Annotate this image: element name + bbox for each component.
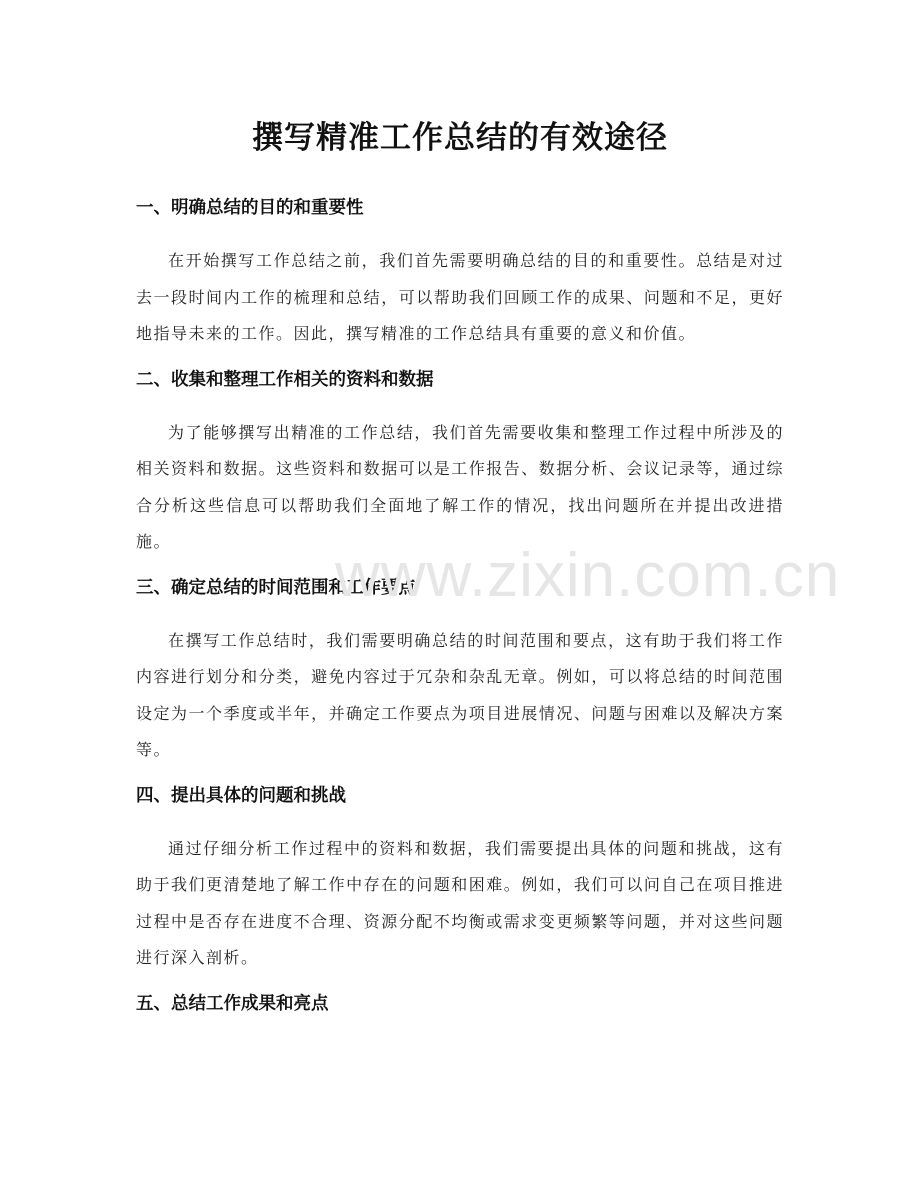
section-3 <box>136 575 784 769</box>
section-paragraph: 在撰写工作总结时，我们需要明确总结的时间范围和要点，这有助于我们将工作内容进行划分和分类，避免内容过于冗杂和杂乱无章。例如，可以将总结的时间范围设定为一个季度或半年，并确定工作要点为项目进展情况、问题与困难以及解决方案等。 <box>136 630 784 759</box>
section-paragraph: 在开始撰写工作总结之前，我们首先需要明确总结的目的和重要性。总结是对过去一段时间内工作的梳理和总结，可以帮助我们回顾工作的成果、问题和不足，更好地指导未来的工作。因此，撰写精准的工作总结具有重要的意义和价值。 <box>136 251 784 343</box>
section-1 <box>136 195 784 353</box>
section-heading: 一、明确总结的目的和重要性 <box>136 198 364 218</box>
section-heading: 五、总结工作成果和亮点 <box>136 993 329 1014</box>
section-heading: 三、确定总结的时间范围和工作要点 <box>136 577 416 598</box>
section-paragraph: 为了能够撰写出精准的工作总结，我们首先需要收集和整理工作过程中所涉及的相关资料和数据。这些资料和数据可以是工作报告、数据分析、会议记录等，通过综合分析这些信息可以帮助我们全面地了解工作的情况，找出问题所在并提出改进措施。 <box>136 422 784 551</box>
document-title: 撰写精准工作总结的有效途径 <box>252 120 668 156</box>
section-paragraph: 通过仔细分析工作过程中的资料和数据，我们需要提出具体的问题和挑战，这有助于我们更清楚地了解工作中存在的问题和困难。例如，我们可以问自己在项目推进过程中是否存在进度不合理、资源分配不均衡或需求变更频繁等问题，并对这些问题进行深入剖析。 <box>136 838 784 967</box>
section-5 <box>136 991 784 1017</box>
section-heading: 二、收集和整理工作相关的资料和数据 <box>136 369 434 390</box>
section-heading: 四、提出具体的问题和挑战 <box>136 785 346 806</box>
watermark-logo: www.zixin.com.cn <box>335 541 841 610</box>
section-4 <box>136 783 784 977</box>
section-2 <box>136 367 784 561</box>
